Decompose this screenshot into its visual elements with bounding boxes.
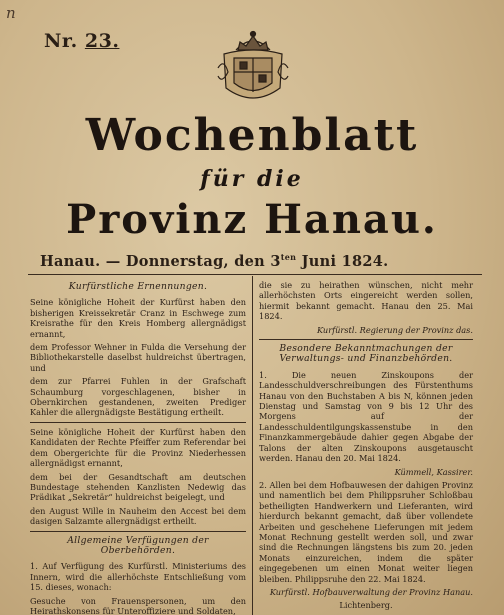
- issue-value: 23.: [84, 30, 120, 52]
- left-column: [30, 280, 246, 615]
- paragraph: dem bei der Gesandtschaft am deutschen Bundestage stehenden Kanzlisten Nedewig das Prädikat „Sekretär“ huldreichst beigelegt, und: [30, 471, 246, 503]
- divider: [30, 422, 246, 423]
- signature: Kurfürstl. Hofbauverwaltung der Provinz Hanau.: [269, 586, 473, 597]
- right-column: [259, 280, 473, 614]
- masthead-province: Provinz Hanau.: [66, 196, 438, 243]
- handwritten-note: n: [6, 4, 16, 22]
- divider: [259, 339, 473, 340]
- issue-prefix: Nr.: [44, 30, 78, 52]
- paragraph: dem zur Pfarrei Fuhlen in der Grafschaft Schaumburg vorgeschlagenen, bisher in Obernkirchen gestandenen, zweiten Prediger Kahler die allergnädigste Bestätigung ertheilt.: [30, 376, 246, 418]
- paragraph: den August Wille in Nauheim den Accest bei dem dasigen Salzamte allergnädigst ertheilt.: [30, 505, 246, 527]
- column-divider: [252, 276, 253, 615]
- paragraph: Seine königliche Hoheit der Kurfürst haben den Kandidaten der Rechte Pfeiffer zum Referendar bei dem Obergerichte für die Provinz Niederhessen allergnädigst ernannt,: [30, 426, 246, 469]
- paragraph: Seine königliche Hoheit der Kurfürst haben den bisherigen Kreissekretär Cranz in Eschwege zum Kreisrathe für den Kreis Homberg allergnädigst ernannt,: [30, 297, 246, 339]
- paragraph: die sie zu heirathen wünschen, nicht mehr allerhöchsten Orts eingereicht werden sollen, hiermit bekannt gemacht. Hanau den 25. Mai 1824.: [259, 280, 473, 322]
- header-rule: [28, 274, 482, 275]
- issue-number: [44, 30, 119, 52]
- paragraph: 2. Allen bei dem Hofbauwesen der dahigen Provinz und namentlich bei dem Philippsruher Schloßbau betheiligten Handwerkern und Lieferanten, wird hierdurch bekannt gemacht, daß über vollendete Arbeiten und geschehene Lieferungen mit jedem Monat Rechnung gestellt werden soll, und zwar sind die Rechnungen längstens bis zum 20. jeden Monats einzureichen, indem die später eingegebenen um einen Monat weiter liegen bleiben. Philippsruhe den 22. Mai 1824.: [259, 479, 473, 584]
- masthead-subtitle: für die: [200, 166, 304, 192]
- signature: Kümmell, Kassirer.: [394, 466, 473, 477]
- coat-of-arms-icon: [214, 28, 292, 108]
- section-heading: Kurfürstliche Ernennungen.: [68, 281, 208, 292]
- section-heading: Allgemeine Verfügungen der Oberbehörden.: [67, 534, 209, 556]
- paragraph: 1. Auf Verfügung des Kurfürstl. Ministeriums des Innern, wird die allerhöchste Entschließung vom 15. dieses, wonach:: [30, 561, 246, 593]
- signature: Kurfürstl. Regierung der Provinz das.: [317, 324, 473, 335]
- divider: [30, 531, 246, 532]
- masthead-title: Wochenblatt: [85, 110, 419, 161]
- dateline: Hanau. — Donnerstag, den $3^{ten}$ Juni 1824.: [40, 252, 389, 270]
- paragraph: dem Professor Wehner in Fulda die Versehung der Bibliothekarstelle daselbst huldreichst übertragen, und: [30, 342, 246, 373]
- paragraph: Gesuche von Frauenspersonen, um den Heirathskonsens für Unteroffiziere und Soldaten,: [30, 595, 246, 615]
- section-heading: Besondere Bekanntmachungen der Verwaltungs- und Finanzbehörden.: [279, 343, 453, 365]
- signature: Lichtenberg.: [339, 600, 393, 611]
- paragraph: 1. Die neuen Zinskoupons der Landesschuldverschreibungen des Fürstenthums Hanau von den Buchstaben A bis N, können jeden Dienstag und Samstag von 9 bis 12 Uhr des Morgens auf der Landesschuldentilgungskassenstube in den Finanzkammergebäude dahier gegen Abgabe der Talons der alten Zinskoupons ausgetauscht werden. Hanau den 20. Mai 1824.: [259, 369, 473, 464]
